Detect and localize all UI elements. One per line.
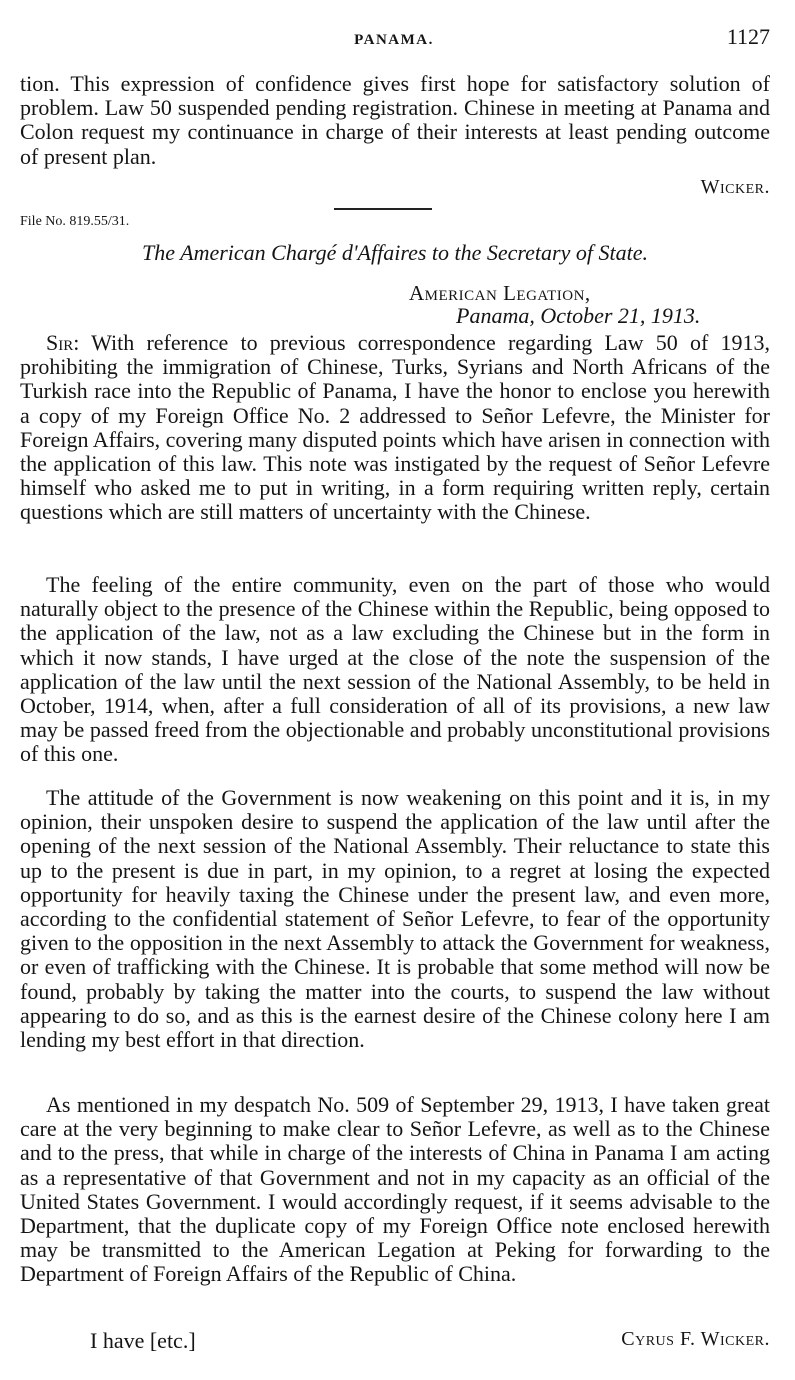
salutation: Sir: [46,330,80,355]
page-header [18,18,770,52]
previous-document-signature: Wicker. [700,176,770,198]
document-heading: The American Chargé d'Affaires to the Secretary of State. [142,240,648,265]
body-paragraph-3: The attitude of the Government is now weakening on this point and it is, in my opinion, their unspoken desire to suspend the application of the law until after the opening of the next session of the National Assembly. Their reluctance to state this up to the present is due in part, in my opinion, to a regret at losing the expected opportunity for heavily taxing the Chinese under the present law, and even more, according to the confidential statement of Señor Lefevre, to fear of the opportunity given to the opposition in the next Assembly to attack the Government for weakness, or even of trafficking with the Chinese. It is probable that some method will now be found, probably by taking the matter into the courts, to suspend the law without appearing to do so, and as this is the earnest desire of the Chinese colony here I am lending my best effort in that direction. [20,785,770,1053]
running-title: PANAMA. [354,32,434,48]
section-divider [334,208,432,210]
file-number: File No. 819.55/31. [20,214,130,229]
body-paragraph-2: The feeling of the entire community, even on the part of those who would naturally object to the presence of the Chinese within the Republic, being opposed to the application of the law, not as a law excluding the Chinese but in the form in which it now stands, I have urged at the close of the note the suspension of the application of the law until the next session of the National Assembly, to be held in October, 1914, when, after a full consideration of all of its provisions, a new law may be passed freed from the objectionable and probably unconstitutional provisions of this one. [20,572,770,767]
previous-document-text: tion. This expression of confidence gives first hope for satisfactory solution of problem. Law 50 suspended pending registration. Chinese in meeting at Panama and Colon request my continuance in charge of their interests at least pending outcome of present plan. [20,71,770,169]
signature: Cyrus F. Wicker. [621,1328,770,1350]
legation-name: American Legation, [409,281,591,305]
dateline: Panama, October 21, 1913. [456,303,701,328]
closing: I have [etc.] [90,1328,196,1353]
page-number: 1127 [726,24,770,49]
body-paragraph-1-text: With reference to previous correspondence regarding Law 50 of 1913, prohibiting the immigration of Chinese, Turks, Syrians and North Africans of the Turkish race into the Republic of Panama, I have the honor to enclose you herewith a copy of my Foreign Office No. 2 addressed to Señor Lefevre, the Minister for Foreign Affairs, covering many disputed points which have arisen in connection with the application of this law. This note was instigated by the request of Señor Lefevre himself who asked me to put in writing, in a form requiring written reply, certain questions which are still matters of uncertainty with the Chinese. [20,330,770,525]
body-paragraph-1 [20,331,770,525]
body-paragraph-4: As mentioned in my despatch No. 509 of September 29, 1913, I have taken great care at the very beginning to make clear to Señor Lefevre, as well as to the Chinese and to the press, that while in charge of the interests of China in Panama I am acting as a representative of that Government and not in my capacity as an official of the United States Government. I would accordingly request, if it seems advisable to the Department, that the duplicate copy of my Foreign Office note enclosed herewith may be transmitted to the American Legation at Peking for forwarding to the Department of Foreign Affairs of the Republic of China. [20,1092,770,1287]
